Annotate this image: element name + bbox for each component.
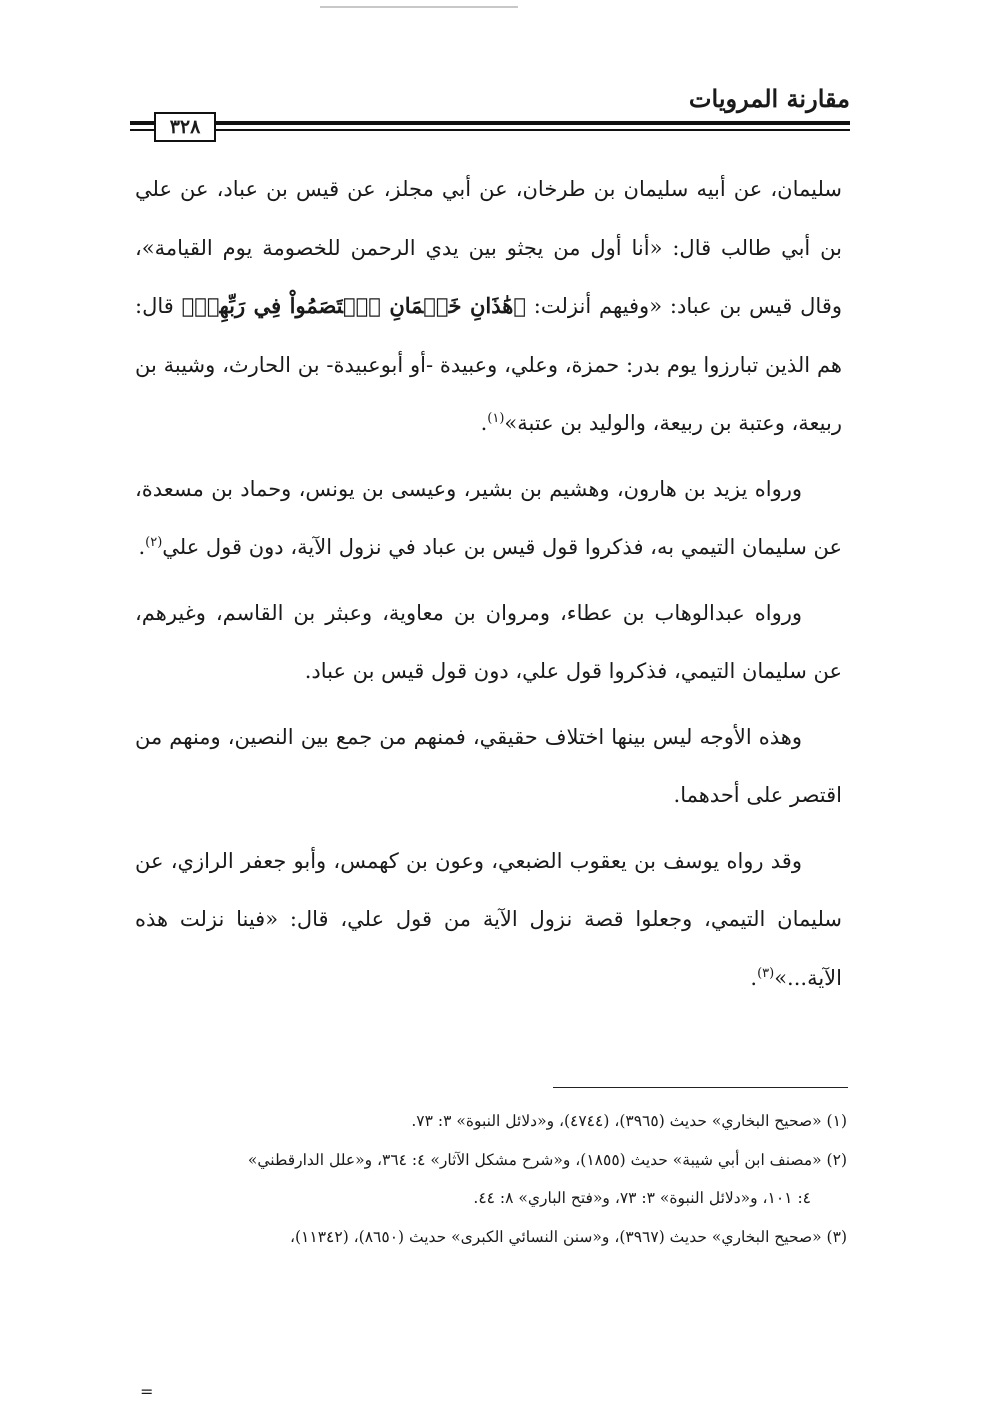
paragraph-2 bbox=[135, 460, 842, 577]
header-rule-thick bbox=[130, 121, 850, 125]
footnote-separator bbox=[553, 1087, 848, 1088]
paragraph-2-text: ورواه يزيد بن هارون، وهشيم بن بشير، وعيسى بن يونس، وحماد بن مسعدة، عن سليمان التيمي به، فذكروا قول قيس بن عباد في نزول الآية، دون قول علي bbox=[135, 476, 842, 559]
paragraph-5-text: وقد رواه يوسف بن يعقوب الضبعي، وعون بن كهمس، وأبو جعفر الرازي، عن سليمان التيمي، وجعلوا قصة نزول الآية من قول علي، قال: «فينا نزلت هذه الآية...» bbox=[135, 848, 842, 990]
header-rule-thin bbox=[130, 129, 850, 131]
paragraph-5-period: . bbox=[750, 965, 758, 990]
paragraph-1-text-b: قال: هم الذين تبارزوا يوم بدر: حمزة، وعلي، وعبيدة -أو أبوعبيدة- بن الحارث، وشيبة بن ربيعة، وعتبة بن ربيعة، والوليد بن عتبة» bbox=[135, 294, 842, 435]
page-header bbox=[130, 84, 850, 154]
footnote-2: (٢) «مصنف ابن أبي شيبة» حديث (١٨٥٥)، و«شرح مشكل الآثار» ٤: ٣٦٤، و«علل الدارقطني» bbox=[247, 1150, 847, 1169]
paragraph-1-period: . bbox=[480, 411, 488, 435]
paragraph-2-period: . bbox=[138, 535, 146, 559]
paragraph-5 bbox=[135, 832, 842, 1008]
top-scan-rule bbox=[320, 6, 518, 8]
paragraph-4 bbox=[135, 708, 842, 825]
paragraph-1-text-a: سليمان، عن أبيه سليمان بن طرخان، عن أبي مجلز، عن قيس بن عباد، عن علي بن أبي طالب قال: «أنا أول من يجثو بين يدي الرحمن للخصومة يوم القيامة»، وقال قيس بن عباد: «وفيهم أنزلت: bbox=[135, 177, 842, 318]
paragraph-1 bbox=[135, 160, 842, 453]
footnote-ref-3: (٣) bbox=[757, 965, 775, 981]
page-number: ٣٢٨ bbox=[154, 112, 216, 142]
quran-verse: ﴿هَٰذَانِ خَصۡمَانِ ٱخۡتَصَمُواْ فِي رَبِّهِمۡ﴾ bbox=[181, 293, 526, 318]
paragraph-3-text: ورواه عبدالوهاب بن عطاء، ومروان بن معاوية، وعبثر بن القاسم، وغيرهم، عن سليمان التيمي، فذكروا قول علي، دون قول قيس بن عباد. bbox=[135, 600, 842, 683]
continuation-mark: = bbox=[140, 1382, 154, 1401]
paragraph-3 bbox=[135, 584, 842, 701]
footnote-ref-1: (١) bbox=[487, 411, 505, 426]
footnote-1: (١) «صحيح البخاري» حديث (٣٩٦٥)، (٤٧٤٤)، و«دلائل النبوة» ٣: ٧٣. bbox=[411, 1112, 847, 1130]
footnote-3: (٣) «صحيح البخاري» حديث (٣٩٦٧)، و«سنن النسائي الكبرى» حديث (٨٦٥٠)، (١١٣٤٢)، bbox=[289, 1227, 847, 1246]
running-title: مقارنة المرويات bbox=[688, 84, 850, 113]
footnotes bbox=[135, 1102, 847, 1256]
main-text bbox=[135, 160, 842, 1007]
footnote-ref-2: (٢) bbox=[145, 535, 163, 550]
footnote-2-continuation: ٤: ١٠١، و«دلائل النبوة» ٣: ٧٣، و«فتح الباري» ٨: ٤٤. bbox=[473, 1189, 811, 1207]
paragraph-4-text: وهذه الأوجه ليس بينها اختلاف حقيقي، فمنهم من جمع بين النصين، ومنهم من اقتصر على أحدهما. bbox=[135, 724, 842, 807]
